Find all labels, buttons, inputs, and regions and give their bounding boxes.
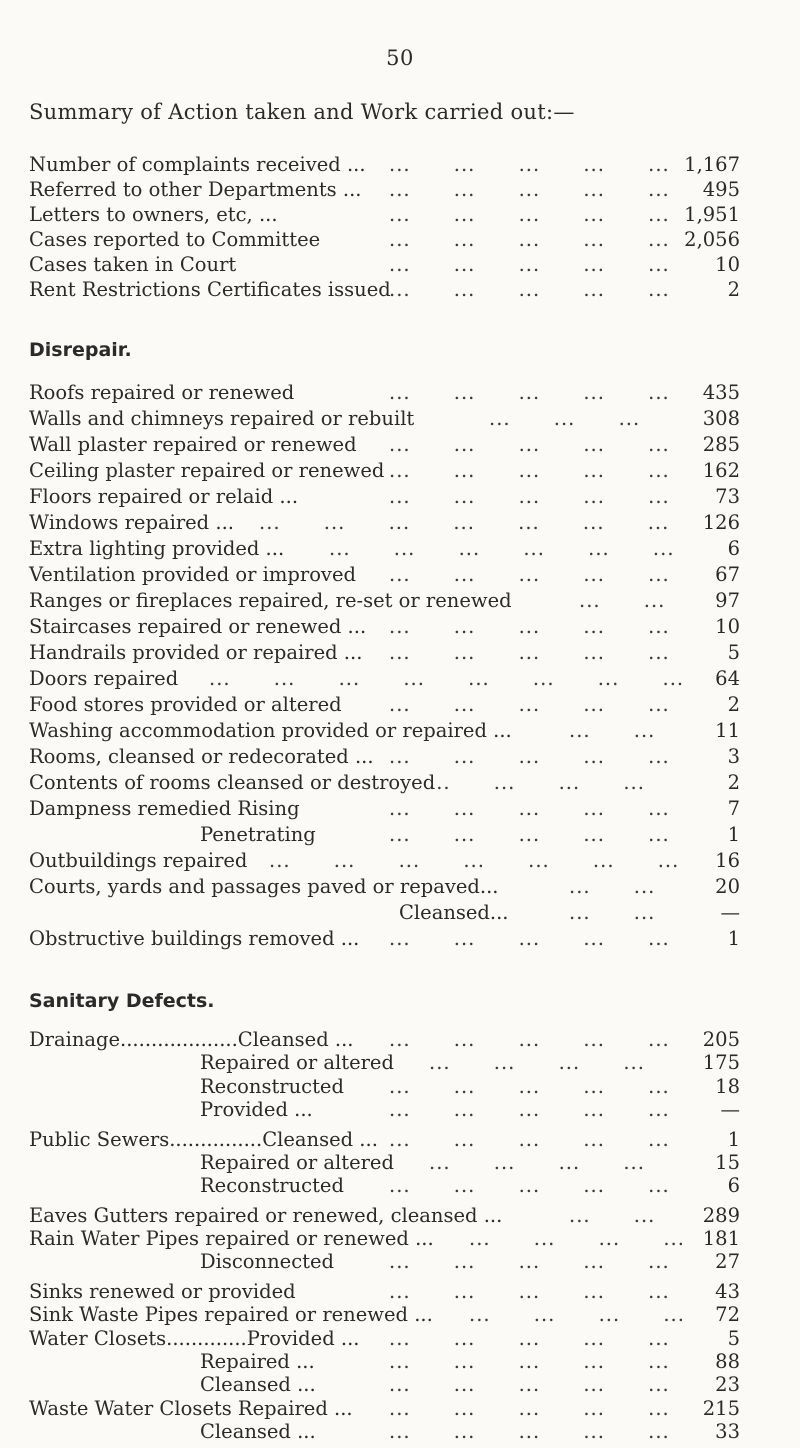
row-value: 67 bbox=[715, 563, 740, 586]
table-row bbox=[29, 459, 740, 483]
section-title-disrepair: Disrepair. bbox=[29, 339, 132, 361]
row-label: Letters to owners, etc, ... bbox=[29, 203, 278, 226]
row-value: 10 bbox=[715, 615, 740, 638]
table-row bbox=[29, 1174, 740, 1196]
table-row bbox=[29, 1280, 740, 1302]
row-label: Obstructive buildings removed ... bbox=[29, 927, 360, 950]
row-value: 205 bbox=[702, 1028, 740, 1051]
row-label: Water Closets.............Provided ... bbox=[29, 1327, 360, 1350]
row-value: 27 bbox=[715, 1250, 740, 1273]
row-value: 16 bbox=[715, 849, 740, 872]
table-row bbox=[29, 1420, 740, 1442]
row-label: Waste Water Closets Repaired ... bbox=[29, 1397, 353, 1420]
row-label: Rooms, cleansed or redecorated ... bbox=[29, 745, 374, 768]
table-row bbox=[29, 615, 740, 639]
table-row bbox=[29, 1227, 740, 1249]
row-label: Rent Restrictions Certificates issued bbox=[29, 278, 391, 301]
table-row bbox=[29, 797, 740, 821]
table-row bbox=[29, 771, 740, 795]
row-value: 2 bbox=[727, 278, 740, 301]
row-label: Extra lighting provided ... bbox=[29, 537, 285, 560]
row-value: 1 bbox=[727, 927, 740, 950]
table-row bbox=[29, 485, 740, 509]
row-label: Walls and chimneys repaired or rebuilt bbox=[29, 407, 415, 430]
row-value: 1 bbox=[727, 823, 740, 846]
row-label: Outbuildings repaired bbox=[29, 849, 248, 872]
row-value: 5 bbox=[727, 1327, 740, 1350]
row-label: Eaves Gutters repaired or renewed, cleansed ... bbox=[29, 1204, 503, 1227]
row-value: 23 bbox=[715, 1373, 740, 1396]
row-label: Ceiling plaster repaired or renewed bbox=[29, 459, 385, 482]
row-value: 2 bbox=[727, 693, 740, 716]
row-label: Wall plaster repaired or renewed bbox=[29, 433, 357, 456]
table-row bbox=[29, 511, 740, 535]
row-label: Rain Water Pipes repaired or renewed ... bbox=[29, 1227, 434, 1250]
row-value: 64 bbox=[715, 667, 740, 690]
table-row bbox=[29, 563, 740, 587]
summary-row-committee bbox=[29, 228, 740, 252]
row-label: Food stores provided or altered bbox=[29, 693, 342, 716]
row-value: 97 bbox=[715, 589, 740, 612]
row-label: Sink Waste Pipes repaired or renewed ... bbox=[29, 1303, 433, 1326]
row-label: Dampness remedied Rising bbox=[29, 797, 300, 820]
table-row bbox=[29, 537, 740, 561]
table-row bbox=[29, 1151, 740, 1173]
table-row bbox=[29, 1075, 740, 1097]
row-value: 162 bbox=[702, 459, 740, 482]
table-row bbox=[29, 589, 740, 613]
table-row bbox=[29, 1350, 740, 1372]
row-value: 11 bbox=[715, 719, 740, 742]
row-value: 289 bbox=[702, 1204, 740, 1227]
table-row bbox=[29, 1204, 740, 1226]
row-value: 435 bbox=[702, 381, 740, 404]
row-label: Doors repaired bbox=[29, 667, 179, 690]
row-label: Cases reported to Committee bbox=[29, 228, 321, 251]
row-label: Referred to other Departments ... bbox=[29, 178, 362, 201]
row-value: 10 bbox=[715, 253, 740, 276]
row-value: 72 bbox=[715, 1303, 740, 1326]
row-label: Windows repaired ... bbox=[29, 511, 234, 534]
row-value: 1,951 bbox=[684, 203, 740, 226]
row-value: 88 bbox=[715, 1350, 740, 1373]
section-title-sanitary: Sanitary Defects. bbox=[29, 990, 215, 1012]
table-row bbox=[29, 1028, 740, 1050]
row-value: — bbox=[720, 901, 740, 924]
page-heading: Summary of Action taken and Work carried out:— bbox=[29, 100, 575, 124]
table-row bbox=[29, 901, 740, 925]
row-value: 7 bbox=[727, 797, 740, 820]
row-label: Contents of rooms cleansed or destroyed bbox=[29, 771, 436, 794]
row-label: Reconstructed bbox=[200, 1174, 344, 1197]
row-value: 5 bbox=[727, 641, 740, 664]
table-row bbox=[29, 719, 740, 743]
row-label: Repaired ... bbox=[200, 1350, 315, 1373]
row-value: 1 bbox=[727, 1128, 740, 1151]
summary-row-letters bbox=[29, 203, 740, 227]
table-row bbox=[29, 667, 740, 691]
table-row bbox=[29, 1250, 740, 1272]
row-label: Cleansed ... bbox=[200, 1420, 316, 1443]
page-number: 50 bbox=[386, 46, 414, 70]
table-row bbox=[29, 823, 740, 847]
row-label: Disconnected bbox=[200, 1250, 334, 1273]
row-label: Washing accommodation provided or repaired ... bbox=[29, 719, 512, 742]
row-value: 175 bbox=[702, 1051, 740, 1074]
table-row bbox=[29, 1373, 740, 1395]
row-value: — bbox=[720, 1098, 740, 1121]
table-row bbox=[29, 1303, 740, 1325]
table-row bbox=[29, 1397, 740, 1419]
summary-row-referred bbox=[29, 178, 740, 202]
table-row bbox=[29, 745, 740, 769]
table-row bbox=[29, 927, 740, 951]
row-value: 215 bbox=[702, 1397, 740, 1420]
row-label: Penetrating bbox=[200, 823, 316, 846]
row-label: Repaired or altered bbox=[200, 1151, 394, 1174]
summary-row-complaints bbox=[29, 153, 740, 177]
summary-row-rent bbox=[29, 278, 740, 302]
row-value: 43 bbox=[715, 1280, 740, 1303]
table-row bbox=[29, 1327, 740, 1349]
summary-row-court bbox=[29, 253, 740, 277]
table-row bbox=[29, 849, 740, 873]
row-label: Sinks renewed or provided bbox=[29, 1280, 296, 1303]
table-row bbox=[29, 1051, 740, 1073]
row-value: 73 bbox=[715, 485, 740, 508]
row-label: Repaired or altered bbox=[200, 1051, 394, 1074]
row-label: Cases taken in Court bbox=[29, 253, 237, 276]
table-row bbox=[29, 1128, 740, 1150]
table-row bbox=[29, 407, 740, 431]
row-label: Staircases repaired or renewed ... bbox=[29, 615, 367, 638]
row-label: Ventilation provided or improved bbox=[29, 563, 356, 586]
row-label: Floors repaired or relaid ... bbox=[29, 485, 299, 508]
row-label: Courts, yards and passages paved or repaved... bbox=[29, 875, 499, 898]
row-value: 285 bbox=[702, 433, 740, 456]
table-row bbox=[29, 1098, 740, 1120]
row-value: 15 bbox=[715, 1151, 740, 1174]
table-row bbox=[29, 433, 740, 457]
row-label: Drainage...................Cleansed ... bbox=[29, 1028, 354, 1051]
row-label: Ranges or fireplaces repaired, re-set or renewed bbox=[29, 589, 512, 612]
table-row bbox=[29, 641, 740, 665]
row-value: 20 bbox=[715, 875, 740, 898]
row-value: 2,056 bbox=[684, 228, 740, 251]
row-label: Reconstructed bbox=[200, 1075, 344, 1098]
row-value: 1,167 bbox=[684, 153, 740, 176]
row-label: Handrails provided or repaired ... bbox=[29, 641, 363, 664]
row-value: 18 bbox=[715, 1075, 740, 1098]
row-value: 2 bbox=[727, 771, 740, 794]
row-value: 3 bbox=[727, 745, 740, 768]
row-label: Cleansed ... bbox=[200, 1373, 316, 1396]
row-label: Roofs repaired or renewed bbox=[29, 381, 295, 404]
row-value: 33 bbox=[715, 1420, 740, 1443]
row-label: Number of complaints received ... bbox=[29, 153, 366, 176]
row-value: 6 bbox=[727, 1174, 740, 1197]
row-value: 308 bbox=[702, 407, 740, 430]
table-row bbox=[29, 381, 740, 405]
row-value: 126 bbox=[702, 511, 740, 534]
row-value: 495 bbox=[702, 178, 740, 201]
table-row bbox=[29, 875, 740, 899]
row-value: 6 bbox=[727, 537, 740, 560]
row-value: 181 bbox=[702, 1227, 740, 1250]
table-row bbox=[29, 693, 740, 717]
row-label: Cleansed... bbox=[399, 901, 509, 924]
row-label: Provided ... bbox=[200, 1098, 313, 1121]
row-label: Public Sewers...............Cleansed ... bbox=[29, 1128, 378, 1151]
